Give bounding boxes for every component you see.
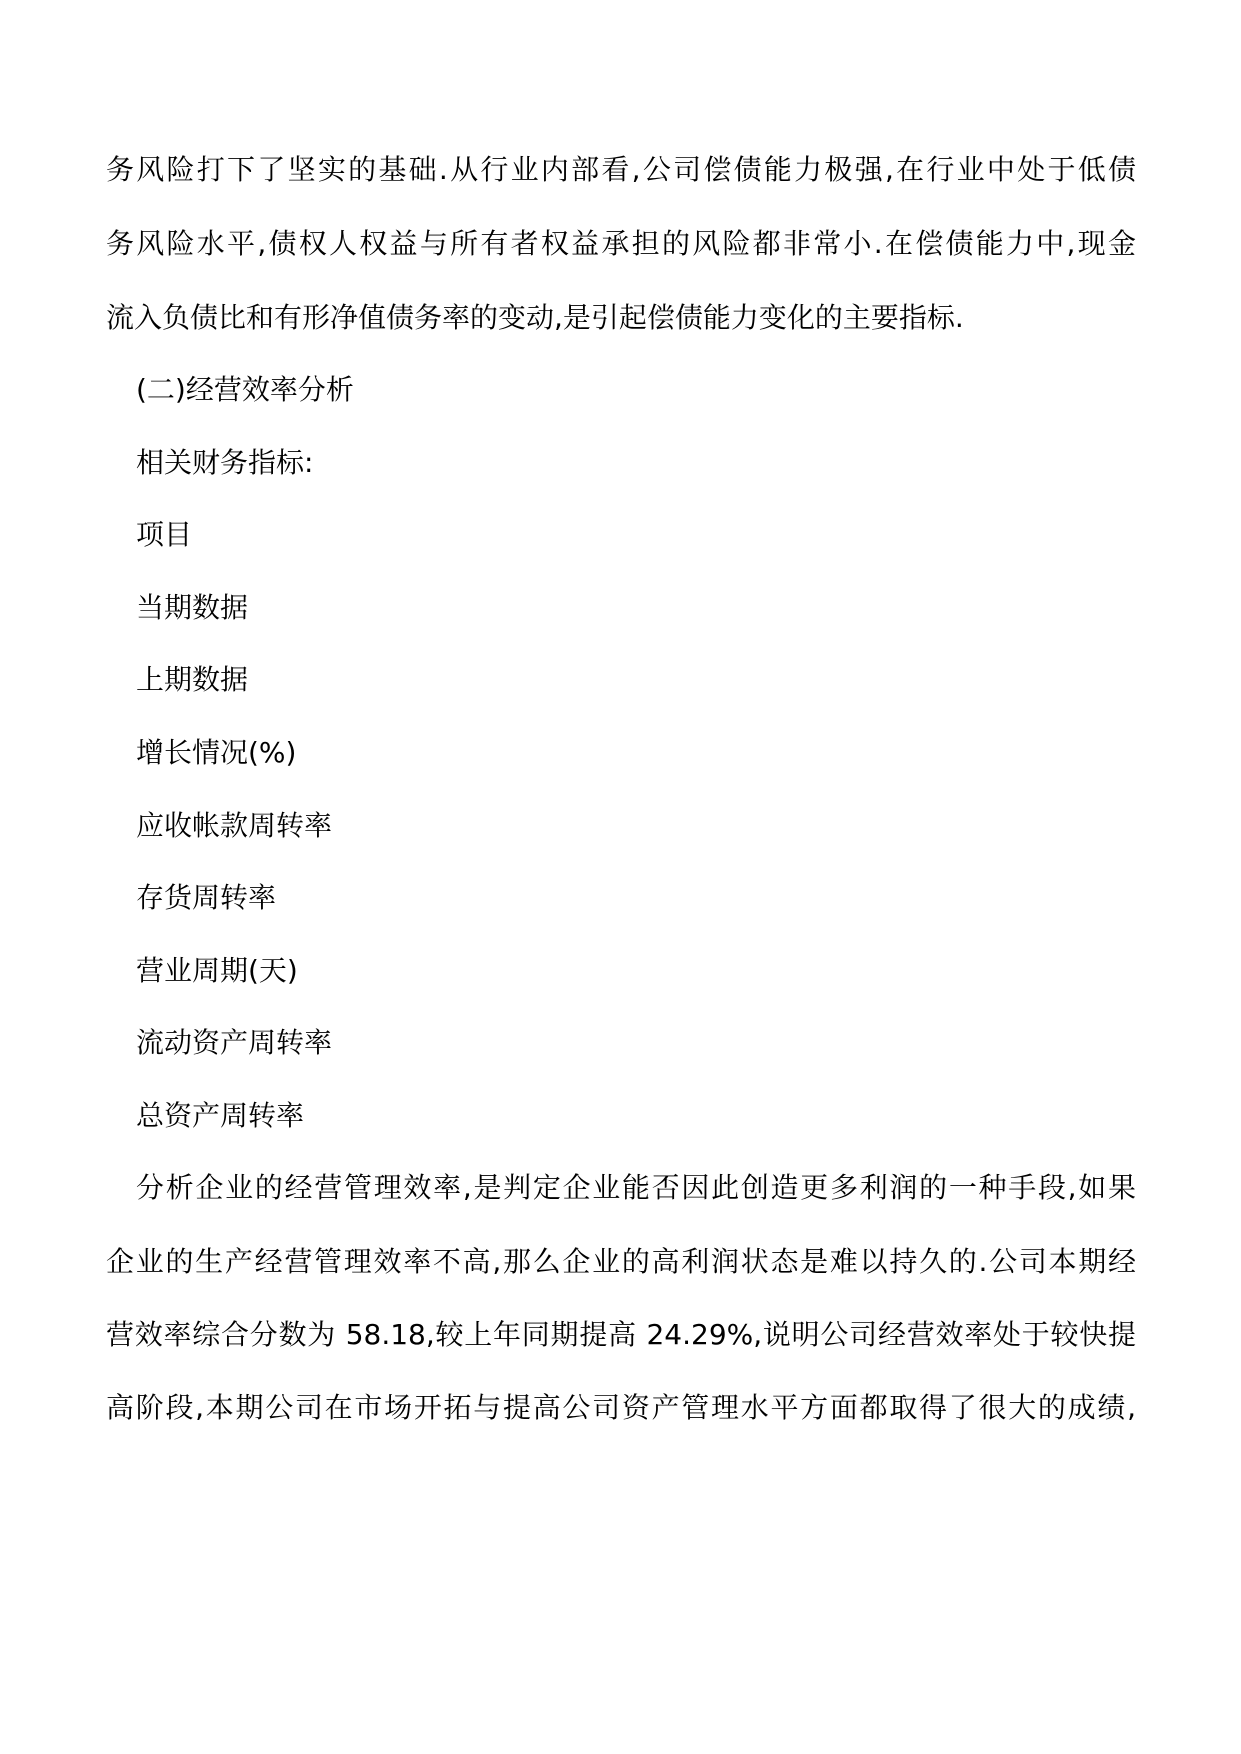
table-item: 应收帐款周转率 <box>136 809 333 842</box>
indicators-label: 相关财务指标: <box>136 446 314 479</box>
paragraph-line: 分析企业的经营管理效率,是判定企业能否因此创造更多利润的一种手段,如果 <box>136 1171 1136 1204</box>
table-item: 当期数据 <box>136 591 249 624</box>
table-item: 上期数据 <box>136 663 249 696</box>
paragraph-line: 企业的生产经营管理效率不高,那么企业的高利润状态是难以持久的.公司本期经 <box>106 1245 1136 1278</box>
table-item: 总资产周转率 <box>136 1099 305 1132</box>
paragraph-line: 营效率综合分数为 58.18,较上年同期提高 24.29%,说明公司经营效率处于较快提 <box>106 1318 1136 1351</box>
table-item: 项目 <box>136 518 193 551</box>
paragraph-line: 务风险打下了坚实的基础.从行业内部看,公司偿债能力极强,在行业中处于低债 <box>106 153 1136 186</box>
paragraph-line: 务风险水平,债权人权益与所有者权益承担的风险都非常小.在偿债能力中,现金 <box>106 227 1136 260</box>
paragraph-line: 高阶段,本期公司在市场开拓与提高公司资产管理水平方面都取得了很大的成绩, <box>106 1391 1136 1424</box>
paragraph-line: 流入负债比和有形净值债务率的变动,是引起偿债能力变化的主要指标. <box>106 301 964 334</box>
table-item: 存货周转率 <box>136 881 277 914</box>
section-heading: (二)经营效率分析 <box>136 373 354 406</box>
table-item: 流动资产周转率 <box>136 1026 333 1059</box>
table-item: 营业周期(天) <box>136 954 298 987</box>
table-item: 增长情况(%) <box>136 736 297 769</box>
